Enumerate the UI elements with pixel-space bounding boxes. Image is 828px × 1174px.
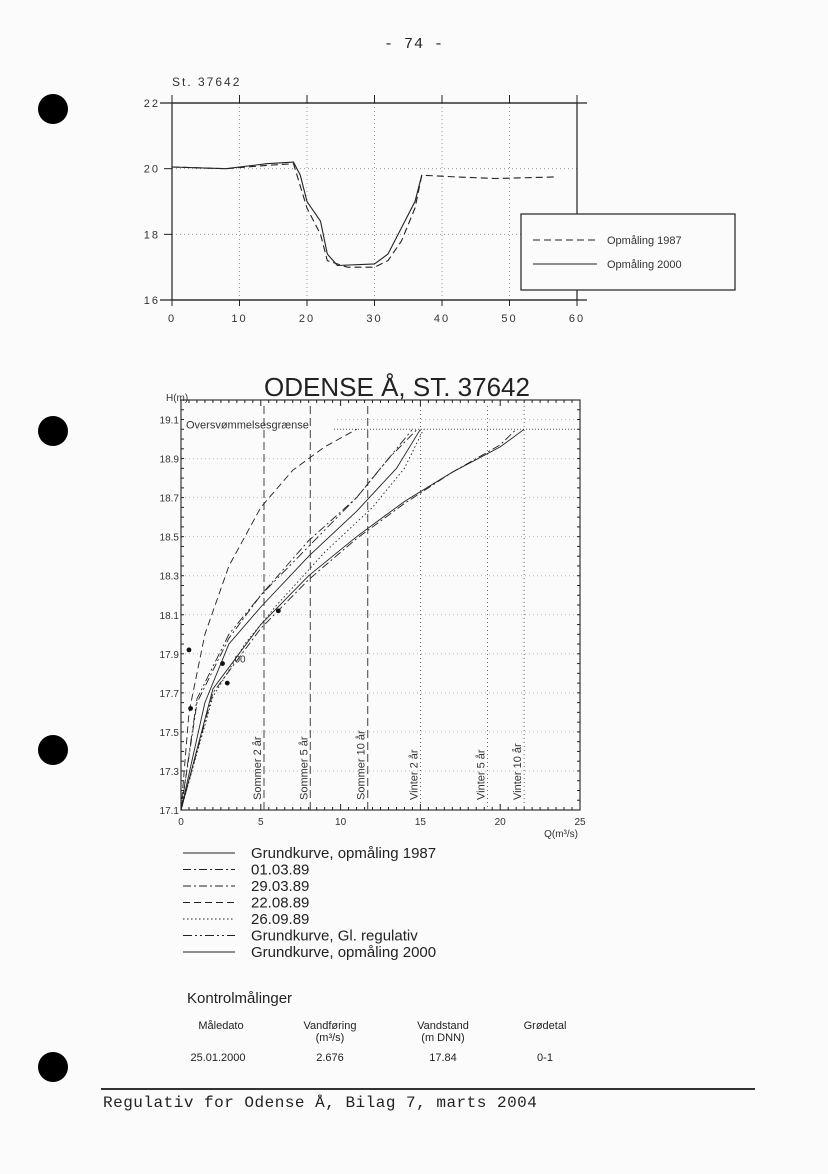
x-tick-label: 0 [178,817,184,828]
kontrolmalinger-title: Kontrolmålinger [187,990,293,1007]
x-tick-label: 15 [414,817,426,828]
km-cell-dato: 25.01.2000 [190,1052,246,1064]
legend-label: Grundkurve, Gl. regulativ [251,927,418,945]
x-tick-label: 50 [501,313,518,325]
x-tick-label: 20 [494,817,506,828]
x-tick-label: 10 [335,817,347,828]
cross-section-chart [0,0,828,360]
reference-label: Sommer 5 år [298,736,311,800]
reference-label: Vinter 10 år [512,743,525,800]
x-tick-label: 20 [298,313,316,325]
flood-level-label: Oversvømmelsesgrænse [186,419,309,432]
footer-text: Regulativ for Odense Å, Bilag 7, marts 2004 [103,1094,538,1112]
legend-label: Grundkurve, opmåling 1987 [251,845,437,862]
x-tick-label: 0 [167,313,177,325]
x-tick-label: 10 [231,313,248,325]
rating-curve-chart [0,360,828,970]
km-cell-grodetal: 0-1 [537,1052,553,1064]
reference-label: Vinter 2 år [408,749,421,800]
observation-point [276,608,281,613]
binder-hole [38,1052,68,1082]
legend-label: Grundkurve, opmåling 2000 [251,944,437,961]
km-cell-vandforing: 2.676 [316,1052,344,1064]
page-number: - 74 - [383,36,444,53]
y-tick-label: 16 [143,295,160,307]
x-tick-label: 60 [568,313,586,325]
km-header-grodetal: Grødetal [523,1020,567,1032]
km-header-vandstand: Vandstand (m DNN) [417,1020,469,1044]
y-tick-label: 17.9 [159,649,179,661]
y-tick-label: 19.1 [159,415,179,427]
legend-label: 22.08.89 [251,894,310,912]
x-tick-label: 25 [574,817,586,828]
legend-label: 01.03.89 [251,861,310,879]
y-tick-label: 17.5 [159,727,179,739]
cross-section-series-2 [172,162,422,265]
y-tick-label: 18.5 [159,532,179,544]
x-tick-label: 30 [366,313,383,325]
y-tick-label: 18.1 [159,610,179,622]
cross-section-frame [172,103,577,300]
x-axis-label: Q(m³/s) [544,829,578,840]
km-header-dato: Måledato [198,1020,244,1032]
observation-point [220,661,225,666]
y-tick-label: 18.9 [159,454,179,466]
legend-label: Opmåling 1987 [607,235,682,247]
y-axis-label: H(m) [166,393,189,404]
observation-point [225,681,230,686]
observation-point [188,706,193,711]
station-label: St. 37642 [172,75,242,89]
y-tick-label: 18 [143,229,160,242]
y-tick-label: 17.3 [159,766,179,778]
observation-label: 00 [234,654,246,666]
y-tick-label: 17.1 [159,806,179,817]
y-tick-label: 20 [143,163,160,176]
cross-section-legend-box [521,214,735,290]
reference-label: Sommer 2 år [251,736,264,800]
footer-rule [101,1088,755,1090]
y-tick-label: 18.3 [159,571,179,583]
observation-point [187,648,192,653]
km-cell-vandstand: 17.84 [429,1052,457,1064]
legend-label: 29.03.89 [251,878,310,895]
legend-label: 26.09.89 [251,911,310,928]
y-tick-label: 18.7 [159,493,179,505]
rating-series-2 [181,429,516,810]
km-header-vandforing: Vandføring (m³/s) [303,1020,357,1044]
x-tick-label: 5 [258,817,264,828]
rating-series-6 [181,429,412,810]
x-tick-label: 40 [433,313,451,325]
reference-label: Vinter 5 år [475,749,488,800]
rating-series-1 [181,429,524,810]
legend-label: Opmåling 2000 [607,259,682,271]
reference-label: Sommer 10 år [355,730,368,800]
y-tick-label: 17.7 [159,688,179,700]
y-tick-label: 22 [143,98,160,110]
chart-title: ODENSE Å, ST. 37642 [264,372,530,402]
cross-section-series-1 [172,164,557,268]
